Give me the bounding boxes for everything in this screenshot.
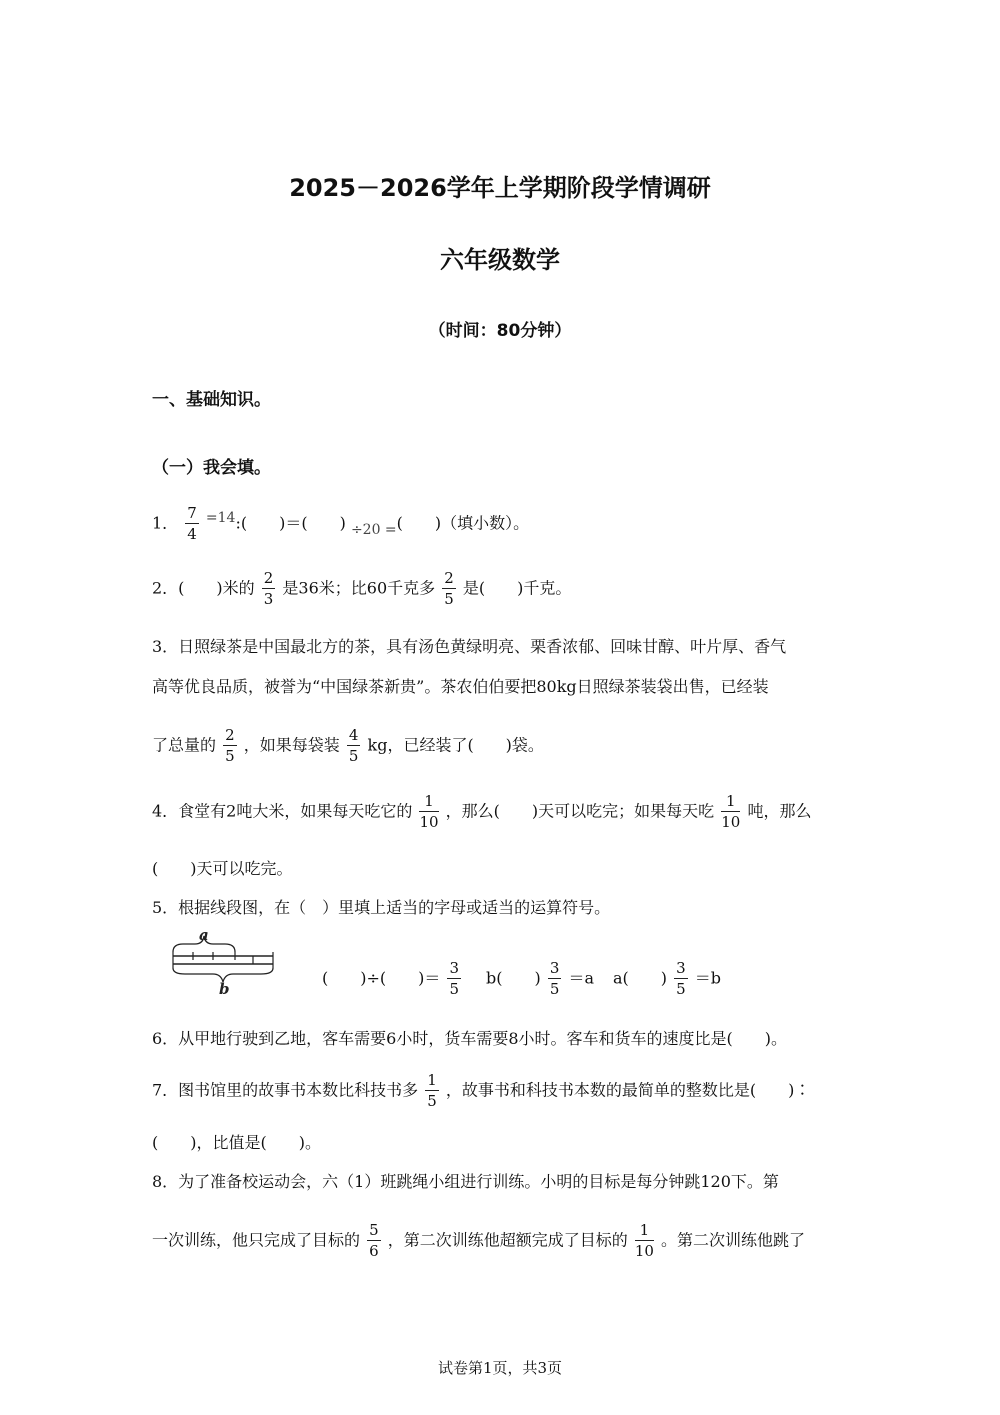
fraction bbox=[447, 960, 461, 997]
question-5-expression-2 bbox=[486, 960, 594, 997]
page-footer: 试卷第1页，共3页 bbox=[437, 1359, 563, 1377]
question-7-line-1 bbox=[152, 1072, 810, 1109]
fraction bbox=[185, 505, 199, 542]
fraction bbox=[721, 793, 740, 830]
question-8-part-a: 一次训练，他只完成了目标的 bbox=[152, 1230, 361, 1250]
fraction-denominator: 5 bbox=[444, 590, 454, 608]
fraction-denominator: 10 bbox=[634, 1242, 654, 1260]
expression-3-text-b: ＝b bbox=[694, 968, 722, 988]
section-heading: 一、基础知识。 bbox=[152, 390, 271, 410]
fraction-numerator: 1 bbox=[427, 1071, 437, 1089]
question-3-line-2: 高等优良品质，被誉为“中国绿茶新贵”。茶农伯伯要把80kg日照绿茶装袋出售，已经装 bbox=[152, 677, 769, 696]
question-1-part-d: ( )（填小数）。 bbox=[396, 513, 530, 533]
question-8-line-2 bbox=[152, 1222, 805, 1259]
fraction-denominator: 3 bbox=[263, 590, 274, 608]
question-2-part-b: 是36米；比60千克多 bbox=[282, 578, 436, 598]
question-1-part-a: =14 bbox=[205, 510, 236, 526]
fraction bbox=[548, 960, 562, 997]
question-1 bbox=[152, 505, 529, 542]
question-1-part-b: :( )＝( ) bbox=[235, 513, 346, 533]
question-7-line-2: ( )，比值是( )。 bbox=[152, 1133, 321, 1152]
exam-title: 2025－2026学年上学期阶段学情调研 bbox=[289, 174, 711, 202]
fraction-denominator: 5 bbox=[427, 1092, 437, 1110]
question-1-number: 1． bbox=[152, 513, 179, 533]
label-a: a bbox=[199, 928, 209, 944]
question-4-part-a: 4．食堂有2吨大米，如果每天吃它的 bbox=[152, 801, 413, 821]
exam-subject: 六年级数学 bbox=[440, 246, 560, 274]
fraction-denominator: 5 bbox=[225, 747, 235, 765]
fraction-numerator: 3 bbox=[549, 959, 560, 977]
question-8-part-c: 。第二次训练他跳了 bbox=[661, 1230, 806, 1250]
fraction-numerator: 4 bbox=[348, 726, 359, 744]
fraction-numerator: 1 bbox=[726, 792, 736, 810]
question-1-part-c: ÷20 = bbox=[350, 522, 397, 538]
question-2 bbox=[152, 570, 571, 607]
question-2-part-a: 2．( )米的 bbox=[152, 578, 255, 598]
fraction-denominator: 5 bbox=[348, 747, 359, 765]
question-7-part-a: 7．图书馆里的故事书本数比科技书多 bbox=[152, 1080, 419, 1100]
fraction bbox=[223, 727, 237, 764]
question-3-part-a: 了总量的 bbox=[152, 735, 217, 755]
fraction bbox=[367, 1222, 381, 1259]
question-4-part-c: 吨，那么 bbox=[747, 801, 812, 821]
fraction-denominator: 4 bbox=[187, 525, 197, 543]
question-4-part-b: ，那么( )天可以吃完；如果每天吃 bbox=[445, 801, 715, 821]
question-3-part-c: kg，已经装了( )袋。 bbox=[367, 735, 544, 755]
label-b: b bbox=[219, 980, 230, 998]
fraction-denominator: 10 bbox=[419, 813, 439, 831]
fraction-numerator: 2 bbox=[444, 569, 454, 587]
fraction-denominator: 10 bbox=[721, 813, 741, 831]
expression-1-text: ( )÷( )＝ bbox=[322, 968, 441, 988]
question-3-line-1: 3．日照绿茶是中国最北方的茶，具有汤色黄绿明亮、栗香浓郁、回味甘醇、叶片厚、香气 bbox=[152, 637, 787, 656]
line-segment-diagram bbox=[165, 928, 285, 998]
fraction bbox=[262, 570, 276, 607]
exam-time: （时间：80分钟） bbox=[428, 321, 572, 341]
question-5-text: 5．根据线段图，在（ ）里填上适当的字母或适当的运算符号。 bbox=[152, 898, 611, 917]
fraction-numerator: 3 bbox=[449, 959, 460, 977]
question-4-line-1 bbox=[152, 793, 811, 830]
fraction bbox=[419, 793, 438, 830]
fraction-denominator: 6 bbox=[369, 1242, 379, 1260]
fraction bbox=[347, 727, 361, 764]
fraction-numerator: 1 bbox=[424, 792, 434, 810]
question-5-expression-1 bbox=[322, 960, 463, 997]
expression-2-text-b: ＝a bbox=[568, 968, 595, 988]
expression-3-text-a: a( ) bbox=[613, 968, 668, 988]
fraction-numerator: 5 bbox=[369, 1221, 379, 1239]
fraction-denominator: 5 bbox=[549, 980, 560, 998]
fraction bbox=[674, 960, 688, 997]
expression-2-text-a: b( ) bbox=[486, 968, 541, 988]
fraction-numerator: 2 bbox=[263, 569, 274, 587]
question-6: 6．从甲地行驶到乙地，客车需要6小时，货车需要8小时。客车和货车的速度比是( )。 bbox=[152, 1029, 788, 1048]
fraction-denominator: 5 bbox=[449, 980, 460, 998]
fraction-numerator: 1 bbox=[639, 1221, 650, 1239]
fraction-denominator: 5 bbox=[676, 980, 686, 998]
question-2-part-c: 是( )千克。 bbox=[462, 578, 572, 598]
question-5-expression-3 bbox=[613, 960, 721, 997]
fraction-numerator: 2 bbox=[225, 726, 235, 744]
question-8-line-1: 8．为了准备校运动会，六（1）班跳绳小组进行训练。小明的目标是每分钟跳120下。第 bbox=[152, 1172, 779, 1191]
fraction-numerator: 7 bbox=[187, 504, 197, 522]
question-7-part-b: ，故事书和科技书本数的最简单的整数比是( )∶ bbox=[445, 1080, 811, 1100]
question-8-part-b: ，第二次训练他超额完成了目标的 bbox=[387, 1230, 628, 1250]
fraction bbox=[635, 1222, 654, 1259]
question-3-part-b: ，如果每袋装 bbox=[243, 735, 340, 755]
question-4-line-2: ( )天可以吃完。 bbox=[152, 859, 293, 878]
question-3-line-3 bbox=[152, 727, 544, 764]
subsection-heading: （一）我会填。 bbox=[152, 458, 271, 478]
fraction-numerator: 3 bbox=[676, 959, 686, 977]
fraction bbox=[442, 570, 456, 607]
fraction bbox=[425, 1072, 439, 1109]
